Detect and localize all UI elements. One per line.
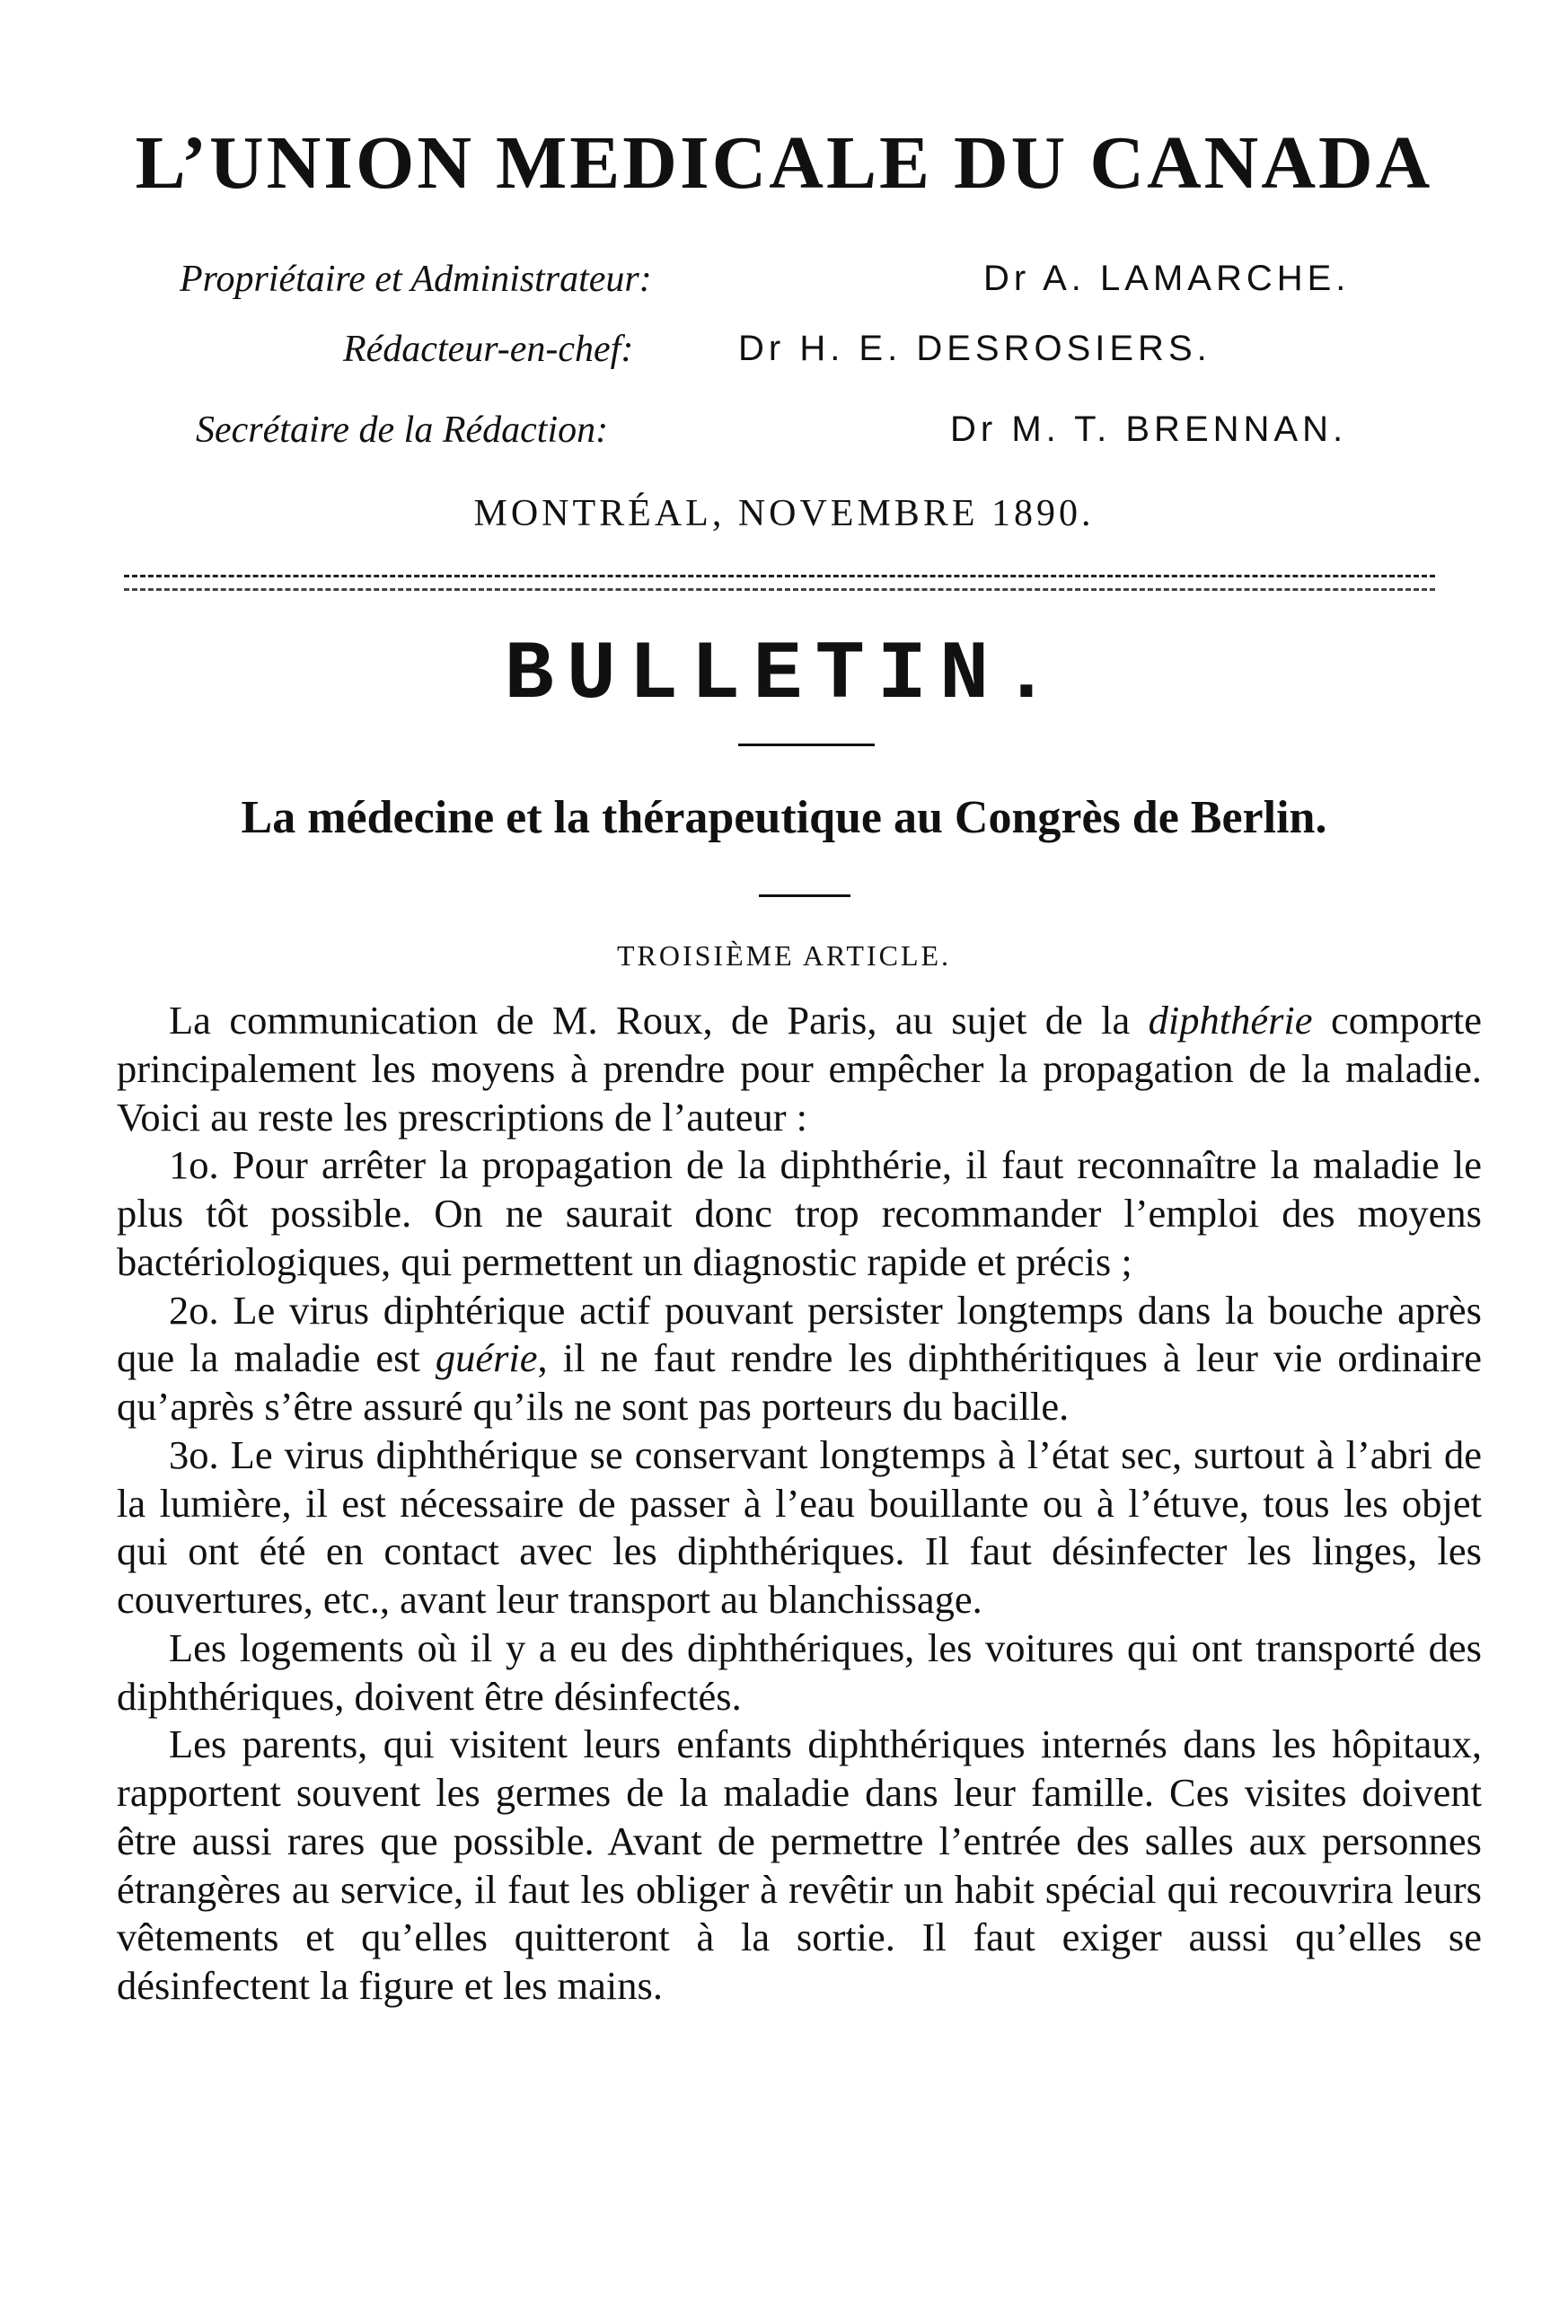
header-divider: [124, 575, 1435, 591]
staff-role: Propriétaire et Administrateur:: [180, 259, 652, 300]
staff-name: Dr A. LAMARCHE.: [983, 259, 1351, 298]
dateline: MONTRÉAL, NOVEMBRE 1890.: [473, 493, 1095, 534]
section-divider: [738, 744, 875, 746]
staff-line-secretary: [196, 411, 1453, 449]
paragraph: [117, 997, 1482, 1141]
staff-line-editor: [343, 330, 1511, 368]
paragraph: 3o. Le virus diphthérique se conservant longtemps à l’état sec, surtout à l’abri de la lumière, il est nécessaire de passer à l’eau bouillante ou à l’étuve, tous les objet qui ont été en contact avec les diphthériques. Il faut désinfecter les linges, les couvertures, etc., avant leur transport au blanchissage.: [117, 1431, 1482, 1622]
staff-role: Secrétaire de la Rédaction:: [196, 409, 609, 451]
staff-role: Rédacteur-en-chef:: [343, 329, 634, 370]
article-body: [117, 997, 1482, 2011]
text-run: comporte principalement les moyens à prendre pour empêcher la propagation de la maladie. Voici au reste les prescriptions de l’auteur :: [117, 998, 1482, 1140]
section-title: BULLETIN.: [504, 628, 1064, 722]
text-run-italic: diphthérie: [1148, 998, 1313, 1043]
article-divider: [759, 894, 850, 897]
article-subtitle: TROISIÈME ARTICLE.: [616, 939, 952, 972]
paragraph: Les logements où il y a eu des diphthériques, les voitures qui ont transporté des diphthériques, doivent être désinfectés.: [117, 1624, 1482, 1719]
staff-name: Dr H. E. DESROSIERS.: [738, 329, 1211, 368]
paragraph: Les parents, qui visitent leurs enfants diphthériques internés dans les hôpitaux, rapportent souvent les germes de la maladie dans leur famille. Ces visites doivent être aussi rares que possible. Avant de permettre l’entrée des salles aux personnes étrangères au service, il faut les obliger à revêtir un habit spécial qui recouvrira leurs vêtements et qu’elles quitteront à la sortie. Il faut exiger aussi qu’elles se désinfectent la figure et les mains.: [117, 1721, 1482, 2008]
staff-name: Dr M. T. BRENNAN.: [950, 409, 1348, 449]
text-run: 2o. Le virus diphtérique actif pouvant persister longtemps dans la bouche après que la maladie est: [117, 1287, 1482, 1381]
text-run: , il ne faut rendre les diphthéritiques à leur vie ordinaire qu’après s’être assuré qu’ils ne sont pas porteurs du bacille.: [117, 1335, 1482, 1429]
journal-masthead: L’UNION MEDICALE DU CANADA: [135, 121, 1433, 205]
paragraph: 1o. Pour arrêter la propagation de la diphthérie, il faut reconnaître la maladie le plus tôt possible. On ne saurait donc trop recommander l’emploi des moyens bactériologiques, qui permettent un diagnostic rapide et précis ;: [117, 1142, 1482, 1284]
paragraph: [117, 1287, 1482, 1431]
staff-line-administrator: [180, 260, 1437, 298]
article-title: La médecine et la thérapeutique au Congrès de Berlin.: [241, 792, 1327, 843]
text-run: La communication de M. Roux, de Paris, au sujet de la: [169, 998, 1149, 1043]
text-run-italic: guérie: [435, 1335, 538, 1381]
